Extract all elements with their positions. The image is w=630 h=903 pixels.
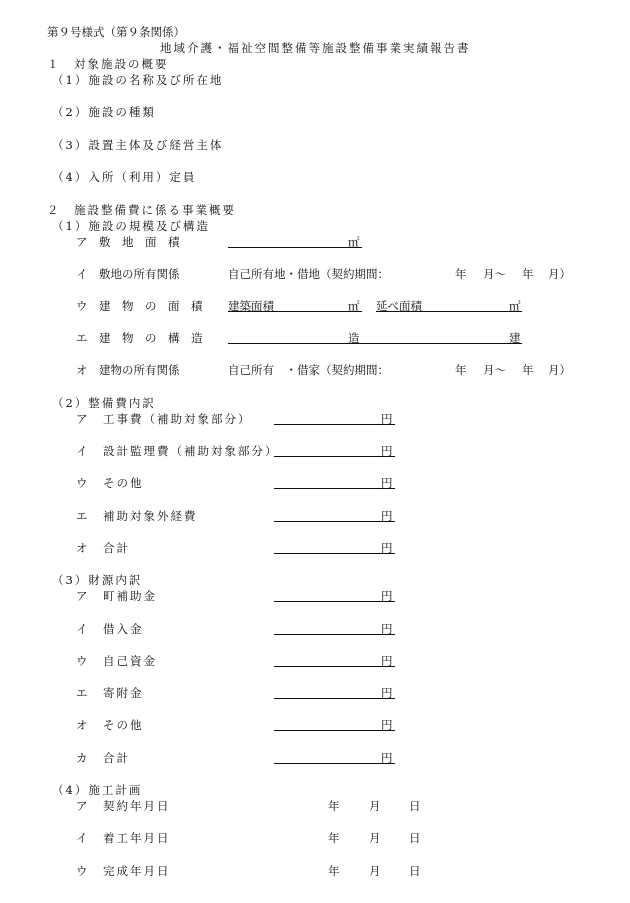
site-ownership-options: 自己所有地・借地（契約期間：: [228, 267, 389, 281]
building-ownership-month-to: 月）: [548, 363, 571, 377]
breakdown-heading: （2）整備費内訳: [52, 396, 156, 410]
schedule-year: 年: [328, 799, 340, 813]
building-ownership-year-to: 年: [522, 363, 534, 377]
site-ownership-label: イ 敷地の所有関係: [76, 267, 180, 281]
yen-unit: 円: [381, 476, 393, 490]
yen-unit: 円: [381, 589, 393, 603]
funding-amount-field[interactable]: [274, 666, 395, 667]
yen-unit: 円: [381, 686, 393, 700]
breakdown-row-label: ア 工事費（補助対象部分）: [76, 412, 252, 426]
funding-amount-field[interactable]: [274, 698, 395, 699]
site-ownership-month-from: 月～: [483, 267, 506, 281]
breakdown-amount-field[interactable]: [274, 553, 395, 554]
yen-unit: 円: [381, 622, 393, 636]
site-area-unit: ㎡: [348, 235, 360, 249]
schedule-row-label: ア 契約年月日: [76, 799, 171, 813]
scale-heading: （1）施設の規模及び構造: [52, 219, 210, 233]
funding-row-label: ア 町補助金: [76, 589, 157, 603]
structure-label: エ 建 物 の 構 造: [76, 331, 203, 345]
site-area-label: ア 敷 地 面 積: [76, 235, 180, 249]
schedule-row-label: イ 着工年月日: [76, 831, 171, 845]
funding-row-label: カ 合計: [76, 751, 130, 765]
floor-area-caption: 延べ面積: [376, 299, 422, 313]
yen-unit: 円: [381, 751, 393, 765]
breakdown-amount-field[interactable]: [274, 456, 395, 457]
funding-row-label: ウ 自己資金: [76, 654, 157, 668]
building-area-caption: 建築面積: [228, 299, 274, 313]
schedule-row-label: ウ 完成年月日: [76, 864, 171, 878]
section1-heading: １ 対象施設の概要: [47, 57, 169, 71]
building-ownership-year-from: 年: [455, 363, 467, 377]
schedule-heading: （4）施工計画: [52, 783, 143, 797]
yen-unit: 円: [381, 509, 393, 523]
building-ownership-month-from: 月～: [483, 363, 506, 377]
breakdown-row-label: ウ その他: [76, 476, 144, 490]
yen-unit: 円: [381, 412, 393, 426]
schedule-day: 日: [409, 831, 421, 845]
site-area-field[interactable]: [228, 247, 362, 248]
building-area-label: ウ 建 物 の 面 積: [76, 299, 203, 313]
building-area-unit: ㎡: [348, 299, 360, 313]
yen-unit: 円: [381, 541, 393, 555]
structure-suffix: 造: [348, 331, 360, 345]
section2-heading: ２ 施設整備費に係る事業概要: [47, 203, 236, 217]
breakdown-amount-field[interactable]: [274, 521, 395, 522]
breakdown-row-label: エ 補助対象外経費: [76, 509, 198, 523]
section1-item-operator: （3）設置主体及び経営主体: [52, 138, 224, 152]
schedule-day: 日: [409, 799, 421, 813]
building-ownership-label: オ 建物の所有関係: [76, 363, 180, 377]
schedule-year: 年: [328, 864, 340, 878]
form-number: 第９号様式（第９条関係）: [47, 25, 185, 39]
funding-amount-field[interactable]: [274, 730, 395, 731]
floor-area-unit: ㎡: [509, 299, 521, 313]
yen-unit: 円: [381, 718, 393, 732]
section1-item-name-location: （1）施設の名称及び所在地: [52, 73, 224, 87]
site-ownership-month-to: 月）: [548, 267, 571, 281]
section1-item-capacity: （4）入所（利用）定員: [52, 170, 197, 184]
funding-amount-field[interactable]: [274, 601, 395, 602]
schedule-month: 月: [369, 831, 381, 845]
site-ownership-year-to: 年: [522, 267, 534, 281]
schedule-month: 月: [369, 799, 381, 813]
funding-heading: （3）財源内訳: [52, 573, 143, 587]
funding-row-label: オ その他: [76, 718, 144, 732]
schedule-month: 月: [369, 864, 381, 878]
building-ownership-options: 自己所有 ・借家（契約期間：: [228, 363, 389, 377]
schedule-day: 日: [409, 864, 421, 878]
site-ownership-year-from: 年: [455, 267, 467, 281]
structure-field[interactable]: [228, 343, 362, 344]
funding-amount-field[interactable]: [274, 634, 395, 635]
page-title: 地域介護・福祉空間整備等施設整備事業実績報告書: [160, 41, 471, 55]
breakdown-row-label: イ 設計監理費（補助対象部分）: [76, 444, 279, 458]
breakdown-amount-field[interactable]: [274, 488, 395, 489]
breakdown-amount-field[interactable]: [274, 424, 395, 425]
section1-item-type: （2）施設の種類: [52, 105, 156, 119]
funding-row-label: エ 寄附金: [76, 686, 144, 700]
funding-row-label: イ 借入金: [76, 622, 144, 636]
yen-unit: 円: [381, 654, 393, 668]
yen-unit: 円: [381, 444, 393, 458]
stories-suffix: 建: [509, 331, 521, 345]
funding-amount-field[interactable]: [274, 763, 395, 764]
stories-field[interactable]: [346, 343, 522, 344]
breakdown-row-label: オ 合計: [76, 541, 130, 555]
schedule-year: 年: [328, 831, 340, 845]
